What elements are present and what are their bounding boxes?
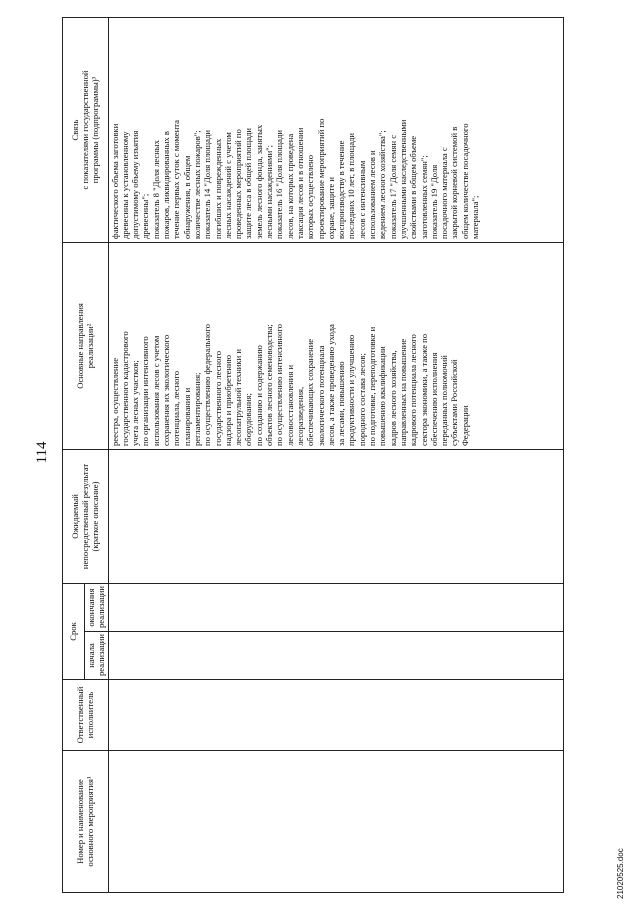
- cell-start: [108, 632, 563, 680]
- cell-end: [108, 583, 563, 631]
- header-term: Срок: [63, 583, 85, 679]
- cell-expected-result: [108, 449, 563, 583]
- header-expected-result: Ожидаемый непосредственный результат (краткое описание): [63, 449, 109, 583]
- table-row: [108, 17, 563, 892]
- cell-executor: [108, 680, 563, 751]
- header-directions: Основные направления реализации²: [63, 242, 109, 449]
- header-executor: Ответственный исполнитель: [63, 680, 109, 751]
- page-number: 114: [34, 441, 50, 464]
- header-end: окончания реализации: [85, 583, 109, 631]
- activity-table: [62, 17, 564, 893]
- header-start: начала реализации: [85, 632, 109, 680]
- cell-indicator-link: фактического объема заготовки древесины к установленному допустимому объему изъятия древесины"; показатель 8 "Доля лесных пожаров, ликвидированных в течение первых суток с момента обнаружения, в общем количестве лесных пожаров"; показатель 14 "Доля площади погибших и поврежденных лесных насаждений с учетом проведенных мероприятий по защите леса в общей площади земель лесного фонда, занятых лесными насаждениями"; показатель 16 "Доля площади лесов, на которых проведена таксация лесов и в отношении которых осуществлено проектирование мероприятий по охране, защите и воспроизводству в течение последних 10 лет, в площади лесов с интенсивным использованием лесов и ведением лесного хозяйства"; показатель 17 "Доля семян с улучшенными наследственными свойствами в общем объеме заготовленных семян"; показатель 19 "Доля посадочного материала с закрытой корневой системой в общем количестве посадочного материала";: [108, 17, 563, 242]
- cell-directions: реестра, осуществление государственного кадастрового учета лесных участков; по организации интенсивного использования лесов с учетом сохранения их экологического потенциала, лесного планирования и регламентирования; по осуществлению федерального государственного лесного надзора и приобретению лесопатрульной техники и оборудования; по созданию и содержанию объектов лесного семеноводства; по осуществлению интенсивного лесовосстановления и лесоразведения, обеспечивающих сохранение экологического потенциала лесов, а также проведению ухода за лесами, повышению продуктивности и улучшению породного состава лесов; по подготовке, переподготовке и повышению квалификации кадров лесного хозяйства, направленных на повышение кадрового потенциала лесного сектора экономики, а также по обеспечению исполнения переданных полномочий субъектами Российской Федерации: [108, 242, 563, 449]
- cell-number-and-name: [108, 751, 563, 893]
- header-indicator-link: Связь с показателями государственной программы (подпрограммы)³: [63, 17, 109, 242]
- document-filename: 21020525.doc: [616, 848, 625, 899]
- header-number-and-name: Номер и наименование основного мероприятия¹: [63, 751, 109, 893]
